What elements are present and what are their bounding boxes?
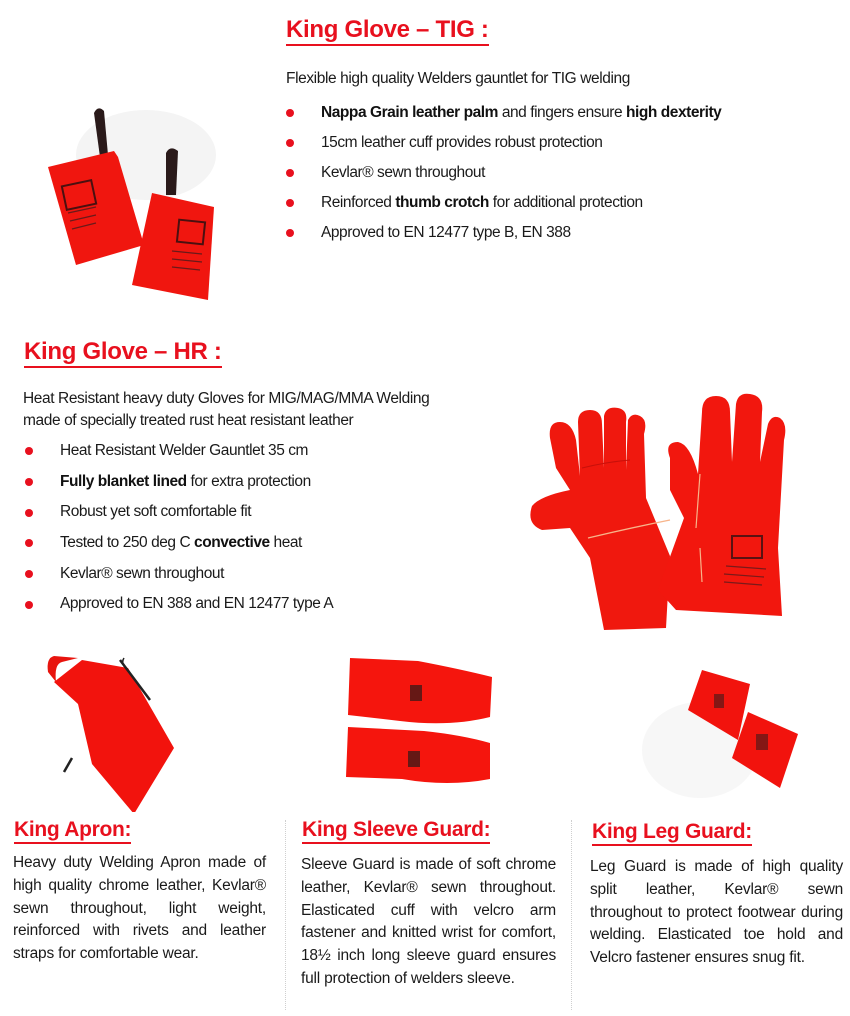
leg-guard-title: King Leg Guard: (592, 820, 752, 846)
feature-text: for additional protection (488, 194, 643, 211)
apron-image (38, 652, 198, 812)
feature-text: Heat Resistant Welder Gauntlet 35 cm (60, 442, 308, 459)
feature-bold: thumb crotch (395, 194, 489, 211)
bullet-icon (286, 169, 294, 177)
bullet-icon (25, 478, 33, 486)
feature-text: Tested to 250 deg C (60, 534, 195, 552)
hr-feature-item (25, 559, 333, 590)
tig-feature-item (286, 128, 721, 158)
feature-text: for extra protection (186, 472, 311, 490)
bullet-icon (286, 199, 294, 207)
bullet-icon (25, 601, 33, 609)
tig-gloves-icon (36, 95, 226, 305)
column-divider (571, 820, 572, 1010)
tig-glove-image (36, 95, 226, 305)
hr-gloves-icon (520, 378, 790, 634)
tig-intro: Flexible high quality Welders gauntlet for TIG welding (286, 70, 630, 87)
bullet-icon (286, 229, 294, 237)
leg-guard-description: Leg Guard is made of high quality split leather, Kevlar® sewn throughout to protect footwear during welding. Elasticated toe hold and Velcro fastener ensures snug fit. (590, 858, 843, 967)
bullet-icon (25, 539, 33, 547)
tig-feature-item (286, 158, 721, 188)
hr-feature-item (25, 436, 333, 467)
feature-bold: convective (194, 534, 270, 552)
leg-guard-icon (640, 660, 805, 805)
sleeve-guard-title: King Sleeve Guard: (302, 818, 490, 844)
leg-guard-image (640, 660, 805, 805)
apron-icon (38, 652, 198, 812)
hr-intro-line-1: Heat Resistant heavy duty Gloves for MIG/MAG/MMA Welding (23, 390, 430, 407)
tig-feature-item (286, 98, 721, 128)
sleeve-guard-image (340, 655, 500, 790)
bullet-icon (286, 109, 294, 117)
hr-feature-item (25, 589, 333, 620)
feature-text: Kevlar® sewn throughout (60, 564, 224, 582)
feature-text: 15cm leather cuff provides robust protection (321, 134, 603, 151)
feature-text: and fingers ensure (497, 104, 626, 121)
apron-description: Heavy duty Welding Apron made of high quality chrome leather, Kevlar® sewn throughout, light weight, reinforced with rivets and leather straps for comfortable wear. (13, 854, 266, 963)
hr-feature-item (25, 467, 333, 498)
hr-title: King Glove – HR : (24, 339, 222, 368)
hr-glove-image (520, 378, 790, 634)
column-divider (285, 820, 286, 1010)
hr-feature-item (25, 497, 333, 528)
tig-feature-item (286, 188, 721, 218)
feature-text: Approved to EN 12477 type B, EN 388 (321, 224, 571, 241)
feature-text: Robust yet soft comfortable fit (60, 503, 252, 521)
hr-intro-line-2: made of specially treated rust heat resistant leather (23, 412, 354, 429)
sleeve-guard-icon (340, 655, 500, 790)
sleeve-guard-description: Sleeve Guard is made of soft chrome leather, Kevlar® sewn throughout. Elasticated cuff with velcro arm fastener and knitted wrist for comfort, 18½ inch long sleeve guard ensures full protection of welders sleeve. (301, 856, 556, 987)
feature-bold: Nappa Grain leather palm (321, 104, 498, 121)
hr-feature-item (25, 528, 333, 559)
hr-feature-list (25, 436, 333, 620)
tig-title: King Glove – TIG : (286, 17, 489, 46)
apron-title: King Apron: (14, 818, 131, 844)
tig-feature-list (286, 98, 721, 248)
feature-text: Approved to EN 388 and EN 12477 type A (60, 595, 334, 613)
bullet-icon (286, 139, 294, 147)
feature-text: heat (269, 534, 302, 552)
bullet-icon (25, 509, 33, 517)
feature-bold: Fully blanket lined (60, 472, 187, 490)
feature-text: Reinforced (321, 194, 396, 211)
bullet-icon (25, 570, 33, 578)
bullet-icon (25, 447, 33, 455)
feature-text: Kevlar® sewn throughout (321, 164, 485, 181)
tig-feature-item (286, 218, 721, 248)
feature-bold: high dexterity (626, 104, 722, 121)
